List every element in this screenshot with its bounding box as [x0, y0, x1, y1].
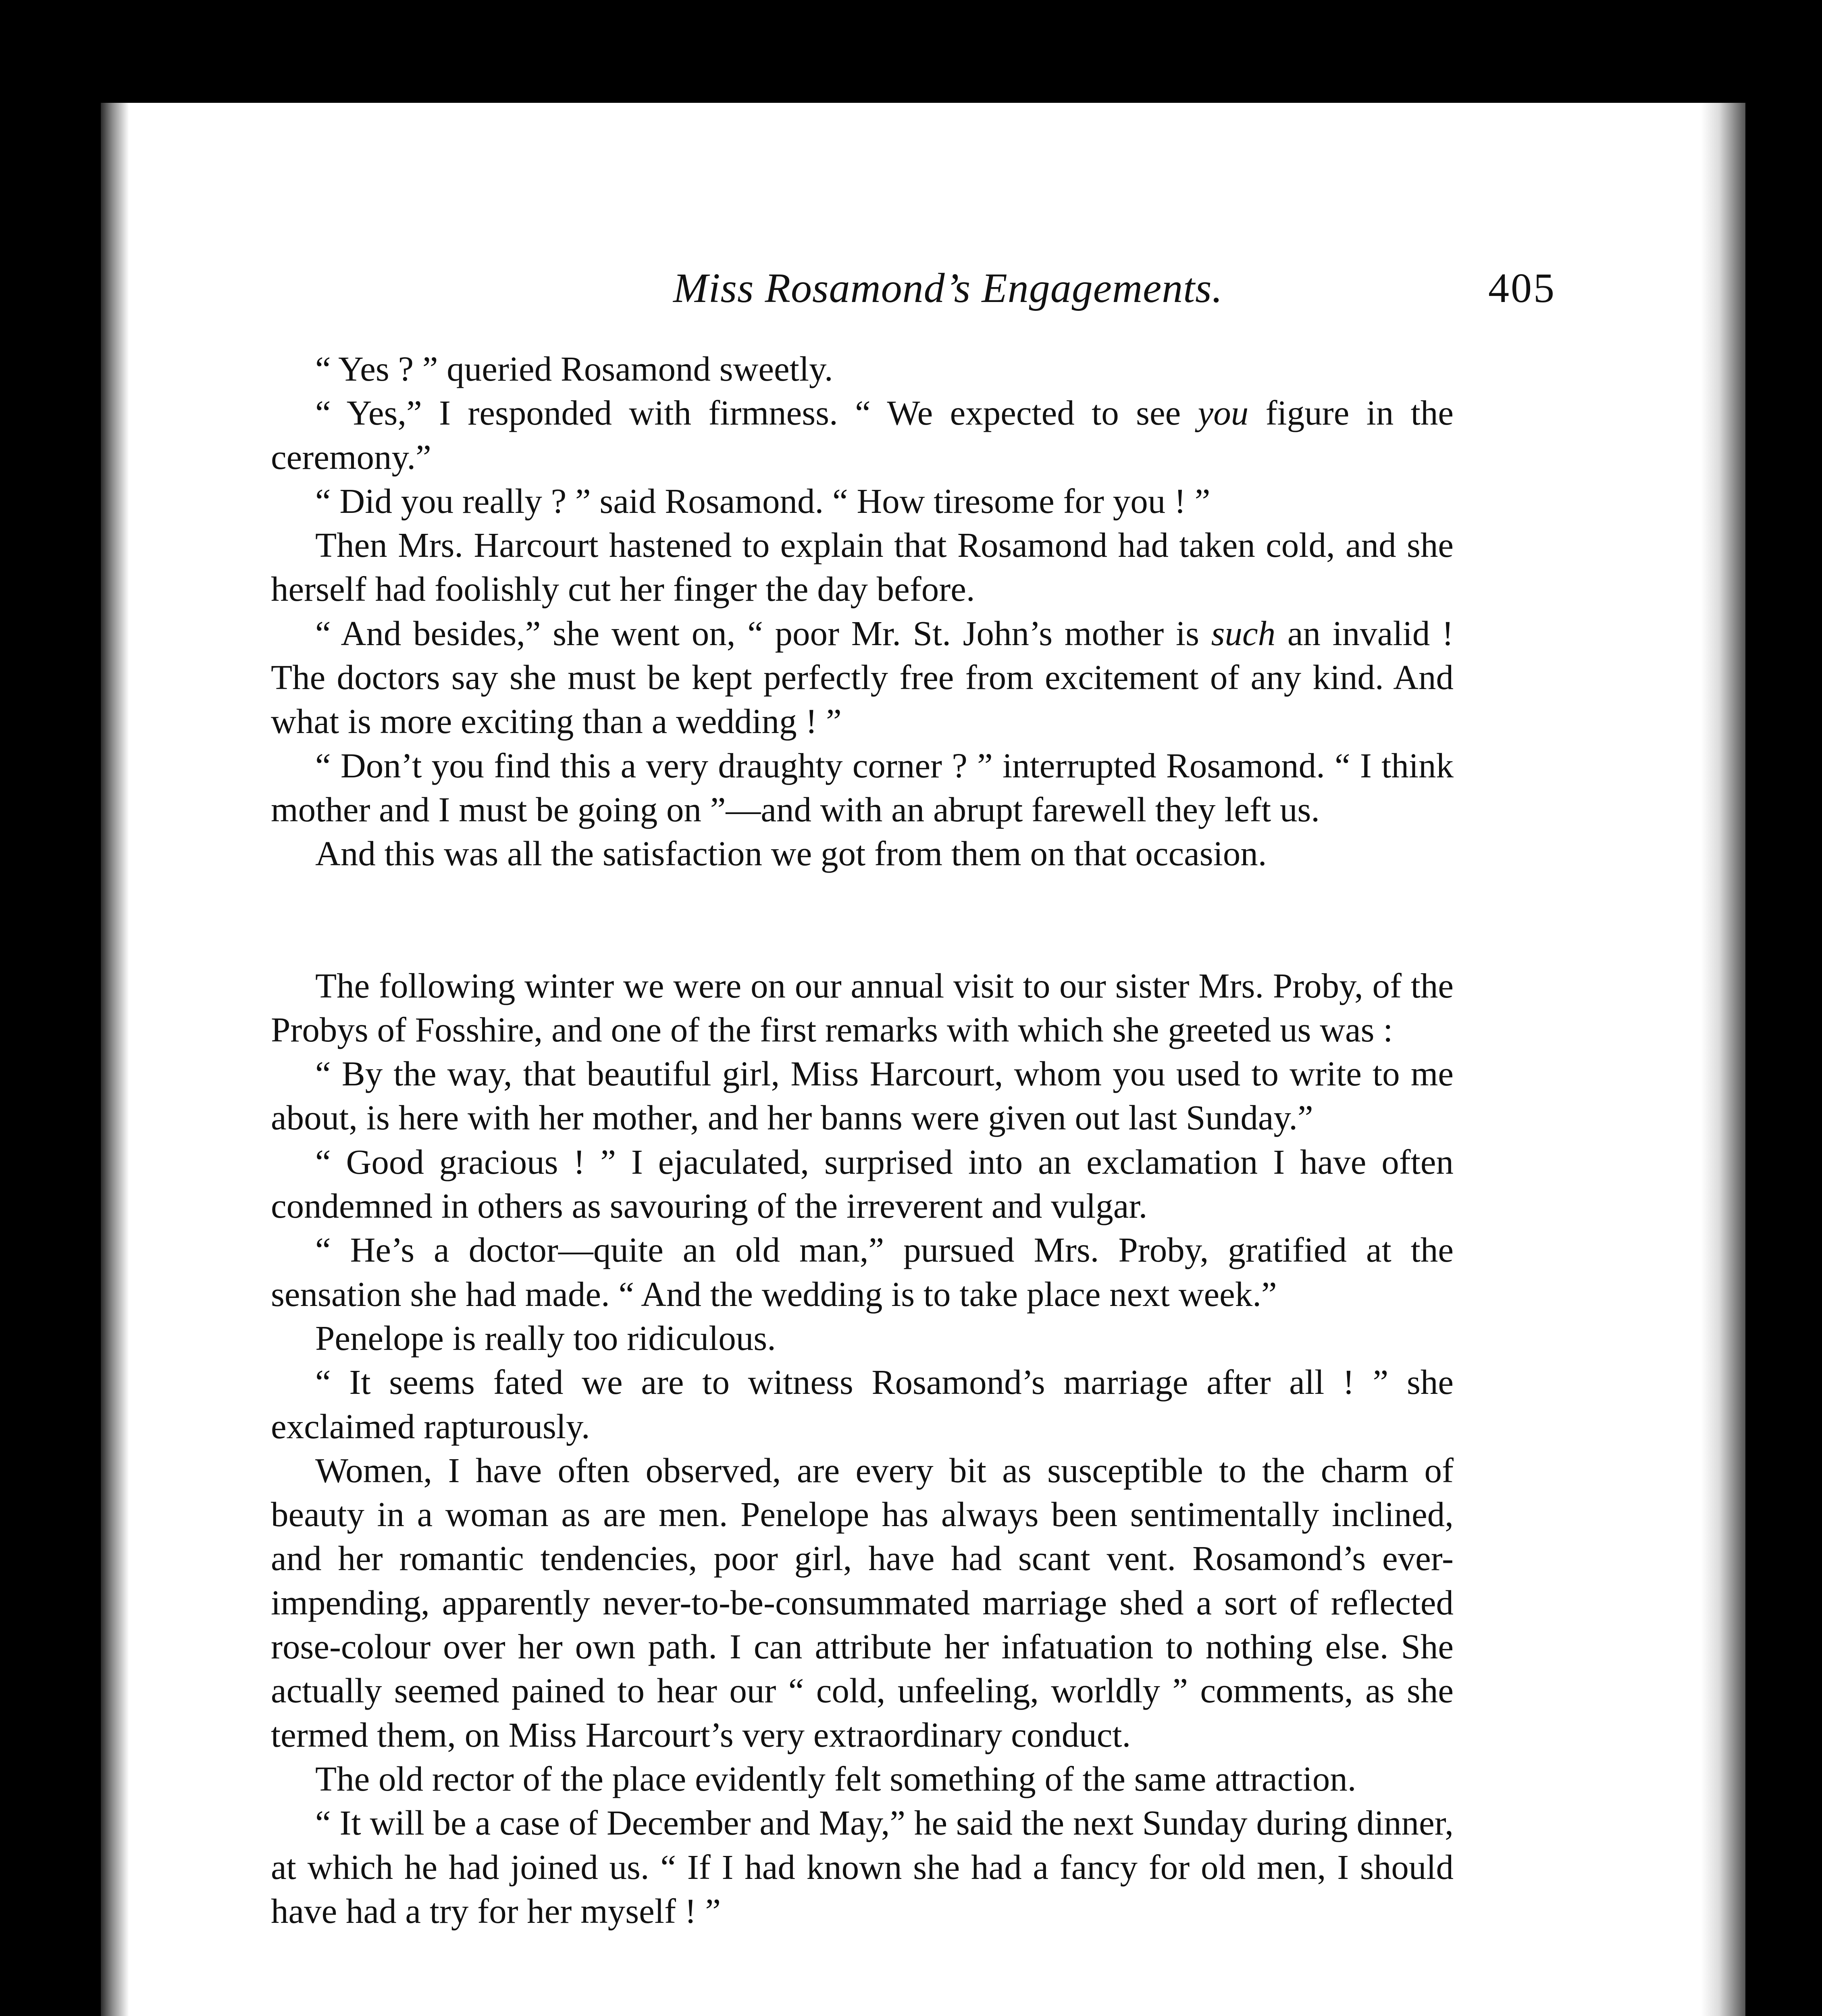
paragraph: Penelope is really too ridiculous.	[315, 1318, 776, 1358]
paragraph: The old rector of the place evidently felt something of the same attraction.	[315, 1759, 1356, 1798]
paragraph: “ By the way, that beautiful girl, Miss Harcourt, whom you used to write to me about, is here with her mother, and her banns were given out last Sunday.”	[271, 1054, 1454, 1137]
paragraph: Then Mrs. Harcourt hastened to explain that Rosamond had taken cold, and she herself had foolishly cut her finger the day before.	[271, 525, 1454, 609]
paragraph: “ Yes,” I responded with firmness. “ We expected to see you figure in the ceremony.”	[271, 393, 1454, 477]
body-text	[271, 347, 1454, 1933]
running-title: Miss Rosamond’s Engagements.	[673, 265, 1223, 311]
paragraph: “ Did you really ? ” said Rosamond. “ How tiresome for you ! ”	[315, 481, 1211, 521]
paragraph: “ He’s a doctor—quite an old man,” pursued Mrs. Proby, gratified at the sensation she had made. “ And the wedding is to take place next week.”	[271, 1230, 1454, 1314]
emphasis: you	[1198, 393, 1249, 433]
paragraph: “ It will be a case of December and May,” he said the next Sunday during dinner, at which he had joined us. “ If I had known she had a fancy for old men, I should have had a try for her myself ! ”	[271, 1803, 1454, 1931]
section-break	[271, 876, 1454, 964]
paragraph: “ Good gracious ! ” I ejaculated, surprised into an exclamation I have often condemned in others as savouring of the irreverent and vulgar.	[271, 1142, 1454, 1226]
emphasis: such	[1211, 613, 1276, 653]
running-header	[572, 264, 1556, 325]
page-number: 405	[1488, 265, 1556, 311]
paragraph: Women, I have often observed, are every bit as susceptible to the charm of beauty in a woman as are men. Penelope has always been sentimentally inclined, and her romantic tendencies, poor girl, have had scant vent. Rosamond’s ever-impending, apparently never-to-be-consummated marriage shed a sort of reflected rose-colour over her own path. I can attribute her infatuation to nothing else. She actually seemed pained to hear our “ cold, unfeeling, worldly ” comments, as she termed them, on Miss Harcourt’s very extraordinary conduct.	[271, 1450, 1454, 1754]
paragraph: The following winter we were on our annual visit to our sister Mrs. Proby, of the Probys of Fosshire, and one of the first remarks with which she greeted us was :	[271, 966, 1454, 1049]
page-gutter-shadow-left	[101, 103, 129, 2016]
paragraph: “ Don’t you find this a very draughty corner ? ” interrupted Rosamond. “ I think mother and I must be going on ”—and with an abrupt farewell they left us.	[271, 746, 1454, 829]
paragraph: And this was all the satisfaction we got from them on that occasion.	[315, 834, 1267, 873]
paragraph: “ It seems fated we are to witness Rosamond’s marriage after all ! ” she exclaimed rapturously.	[271, 1362, 1454, 1446]
paragraph: “ Yes ? ” queried Rosamond sweetly.	[315, 349, 833, 388]
book-page	[101, 103, 1745, 2016]
page-edge-shadow-right	[1701, 103, 1745, 2016]
paragraph: “ And besides,” she went on, “ poor Mr. St. John’s mother is such an invalid ! The doctors say she must be kept perfectly free from excitement of any kind. And what is more exciting than a wedding ! ”	[271, 613, 1454, 741]
